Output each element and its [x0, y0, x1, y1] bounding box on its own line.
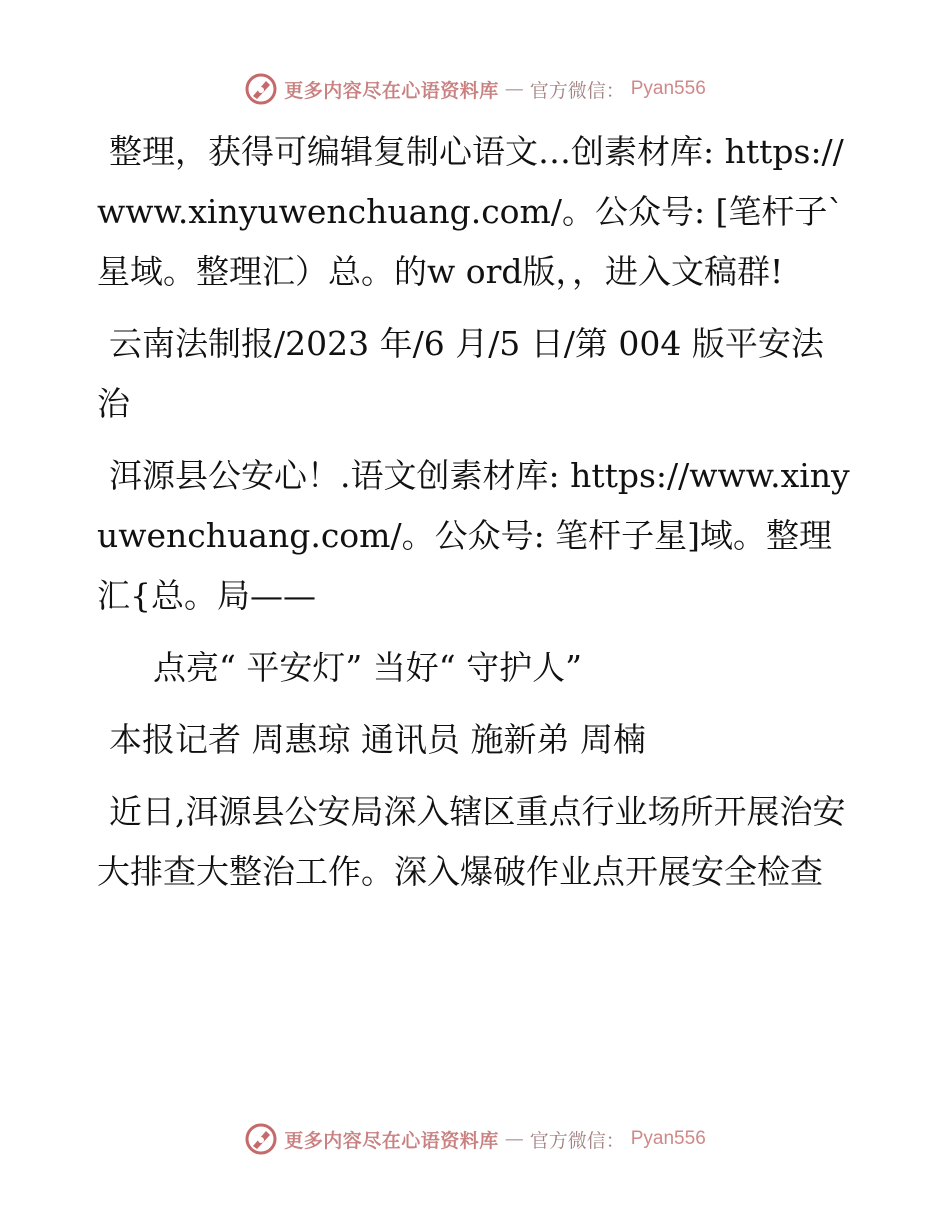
footer-watermark — [0, 1122, 950, 1156]
pen-circle-logo-icon — [244, 72, 278, 106]
article-byline: 本报记者 周惠琼 通讯员 施新弟 周楠 — [109, 720, 646, 759]
watermark-text: 更多内容尽在心语资料库 — [284, 79, 499, 102]
watermark-wechat-id: Pyan556 — [630, 78, 706, 99]
pen-circle-logo-icon — [244, 1122, 278, 1156]
watermark-dash: — — [504, 78, 524, 100]
paragraph-source: 云南法制报/2023 年/6 月/5 日/第 004 版平安法治 — [97, 324, 824, 423]
watermark-dash: — — [504, 1128, 524, 1150]
document-body — [97, 122, 853, 914]
article-headline: 点亮“ 平安灯” 当好“ 守护人” — [153, 648, 582, 687]
header-watermark — [0, 72, 950, 106]
watermark-text: 更多内容尽在心语资料库 — [284, 1129, 499, 1152]
paragraph-intro: 整理，获得可编辑复制心语文…创素材库: https://www.xinyuwenchuang.com/。公众号: [笔杆子`星域。整理汇）总。的w ord版，，进入文稿群! — [97, 132, 844, 291]
watermark-official-label: 官方微信： — [529, 79, 625, 102]
article-body: 近日,洱源县公安局深入辖区重点行业场所开展治安大排查大整治工作。深入爆破作业点开展安全检查 — [97, 792, 846, 891]
watermark-wechat-id: Pyan556 — [630, 1128, 706, 1149]
watermark-official-label: 官方微信： — [529, 1129, 625, 1152]
paragraph-agency: 洱源县公安心！.语文创素材库: https://www.xinyuwenchuang.com/。公众号: 笔杆子星]域。整理汇{总。局—— — [97, 456, 850, 615]
